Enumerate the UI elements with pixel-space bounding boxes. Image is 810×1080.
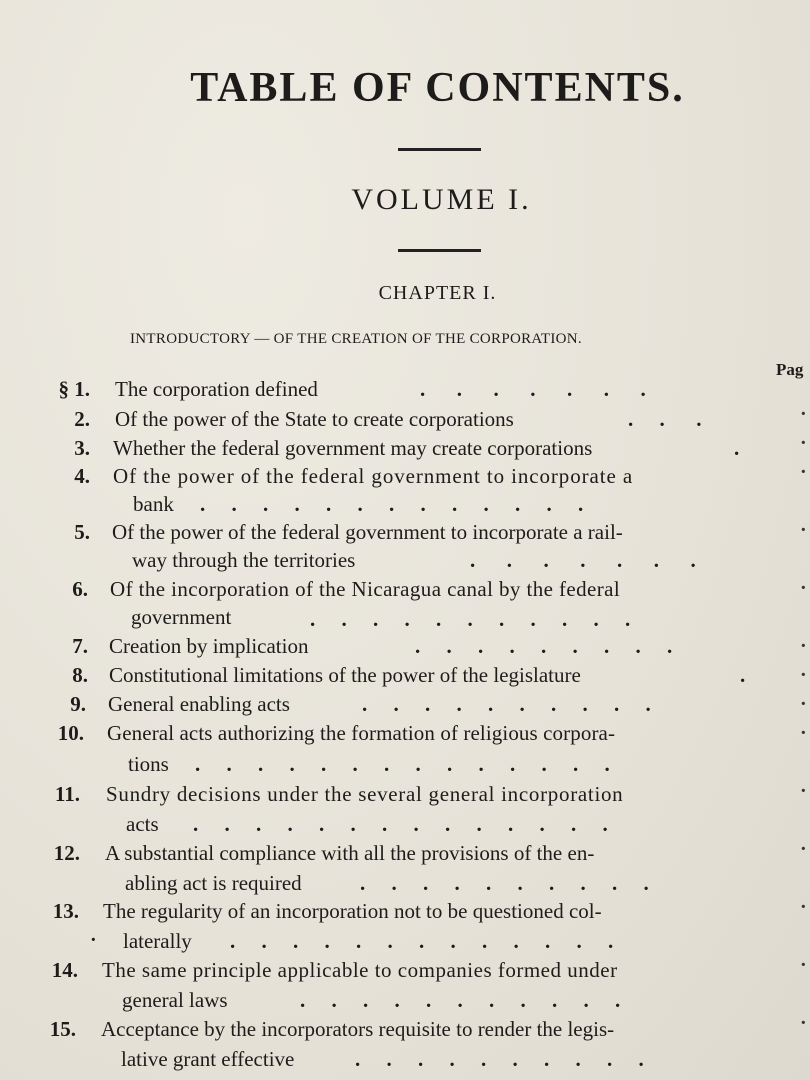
entry-title-continued: abling act is required — [125, 871, 302, 895]
section-number: 5. — [74, 520, 90, 544]
section-number: 7. — [72, 634, 88, 658]
chapter-heading: CHAPTER I. — [378, 282, 497, 304]
chapter-subtitle: INTRODUCTORY — OF THE CREATION OF THE CORPORATION. — [130, 331, 582, 347]
dot-leader: . — [740, 663, 746, 687]
entry-title-continued: laterally — [123, 929, 192, 953]
entry-title: The same principle applicable to companies formed under — [102, 958, 618, 982]
entry-title: The regularity of an incorporation not to be questioned col- — [103, 899, 602, 923]
entry-title: The corporation defined — [115, 377, 318, 401]
section-number: 12. — [53, 841, 80, 865]
entry-title-continued: tions — [128, 752, 169, 776]
entry-title: General enabling acts — [108, 692, 290, 716]
dot-leader: . . . . . . . . . . . . . — [200, 492, 584, 516]
entry-title: Of the power of the federal government to incorporate a rail- — [112, 520, 623, 544]
entry-title: A substantial compliance with all the provisions of the en- — [105, 841, 595, 865]
entry-title-continued: general laws — [122, 988, 228, 1012]
dot-leader: . . . . . . . . . . . . . . — [193, 812, 608, 836]
volume-divider — [398, 249, 481, 252]
entry-title: Whether the federal government may create corporations — [113, 436, 593, 460]
entry-title: Sundry decisions under the several general incorporation — [106, 782, 624, 806]
title-divider — [398, 148, 481, 151]
section-number: 8. — [72, 663, 88, 687]
entry-title: Of the power of the State to create corporations — [115, 407, 514, 431]
section-number: 14. — [51, 958, 78, 982]
page-title: TABLE OF CONTENTS. — [190, 65, 685, 111]
dot-leader: . . . . . . . . . . . — [310, 607, 631, 631]
dot-leader: . . . . . . . . . . . . . . — [195, 752, 610, 776]
entry-title: General acts authorizing the formation of religious corpora- — [107, 721, 616, 745]
entry-title: Of the power of the federal government to incorporate a — [113, 464, 634, 488]
entry-title-continued: acts — [126, 812, 159, 836]
dot-leader: . . . — [628, 407, 702, 431]
section-number: 10. — [57, 721, 84, 745]
entry-title: Constitutional limitations of the power of the legislature — [109, 663, 581, 687]
section-number: 11. — [54, 782, 80, 806]
section-number: 4. — [74, 464, 90, 488]
page-column-header: Pag — [776, 360, 804, 379]
section-number: § 1. — [58, 377, 90, 401]
section-number: 13. — [52, 899, 79, 923]
entry-title-continued: government — [131, 605, 232, 629]
entry-title: Creation by implication — [109, 634, 309, 658]
section-number: 15. — [49, 1017, 76, 1041]
entry-title-continued: way through the territories — [132, 548, 356, 572]
dot-leader: . . . . . . . — [470, 548, 696, 572]
entry-title: Acceptance by the incorporators requisite to render the legis- — [101, 1017, 615, 1041]
volume-heading: VOLUME I. — [351, 183, 532, 216]
margin-mark: · — [90, 929, 97, 951]
entry-title-continued: bank — [133, 492, 174, 516]
dot-leader: . . . . . . . . . . — [362, 692, 651, 716]
dot-leader: . . . . . . . . . . . . . — [230, 929, 614, 953]
entry-title-continued: lative grant effective — [121, 1047, 295, 1071]
dot-leader: . . . . . . . . . . . — [300, 988, 621, 1012]
dot-leader: . . . . . . . . . — [415, 634, 673, 658]
section-number: 3. — [74, 436, 90, 460]
dot-leader: . . . . . . . — [420, 377, 646, 401]
dot-leader: . . . . . . . . . . — [355, 1047, 644, 1071]
section-number: 9. — [70, 692, 86, 716]
dot-leader: . — [734, 436, 740, 460]
section-number: 6. — [72, 577, 88, 601]
section-number: 2. — [74, 407, 90, 431]
entry-title: Of the incorporation of the Nicaragua canal by the federal — [110, 577, 621, 601]
page-number-column-edge: · · · · · · · · · · · · · · — [800, 403, 807, 1034]
dot-leader: . . . . . . . . . . — [360, 871, 649, 895]
